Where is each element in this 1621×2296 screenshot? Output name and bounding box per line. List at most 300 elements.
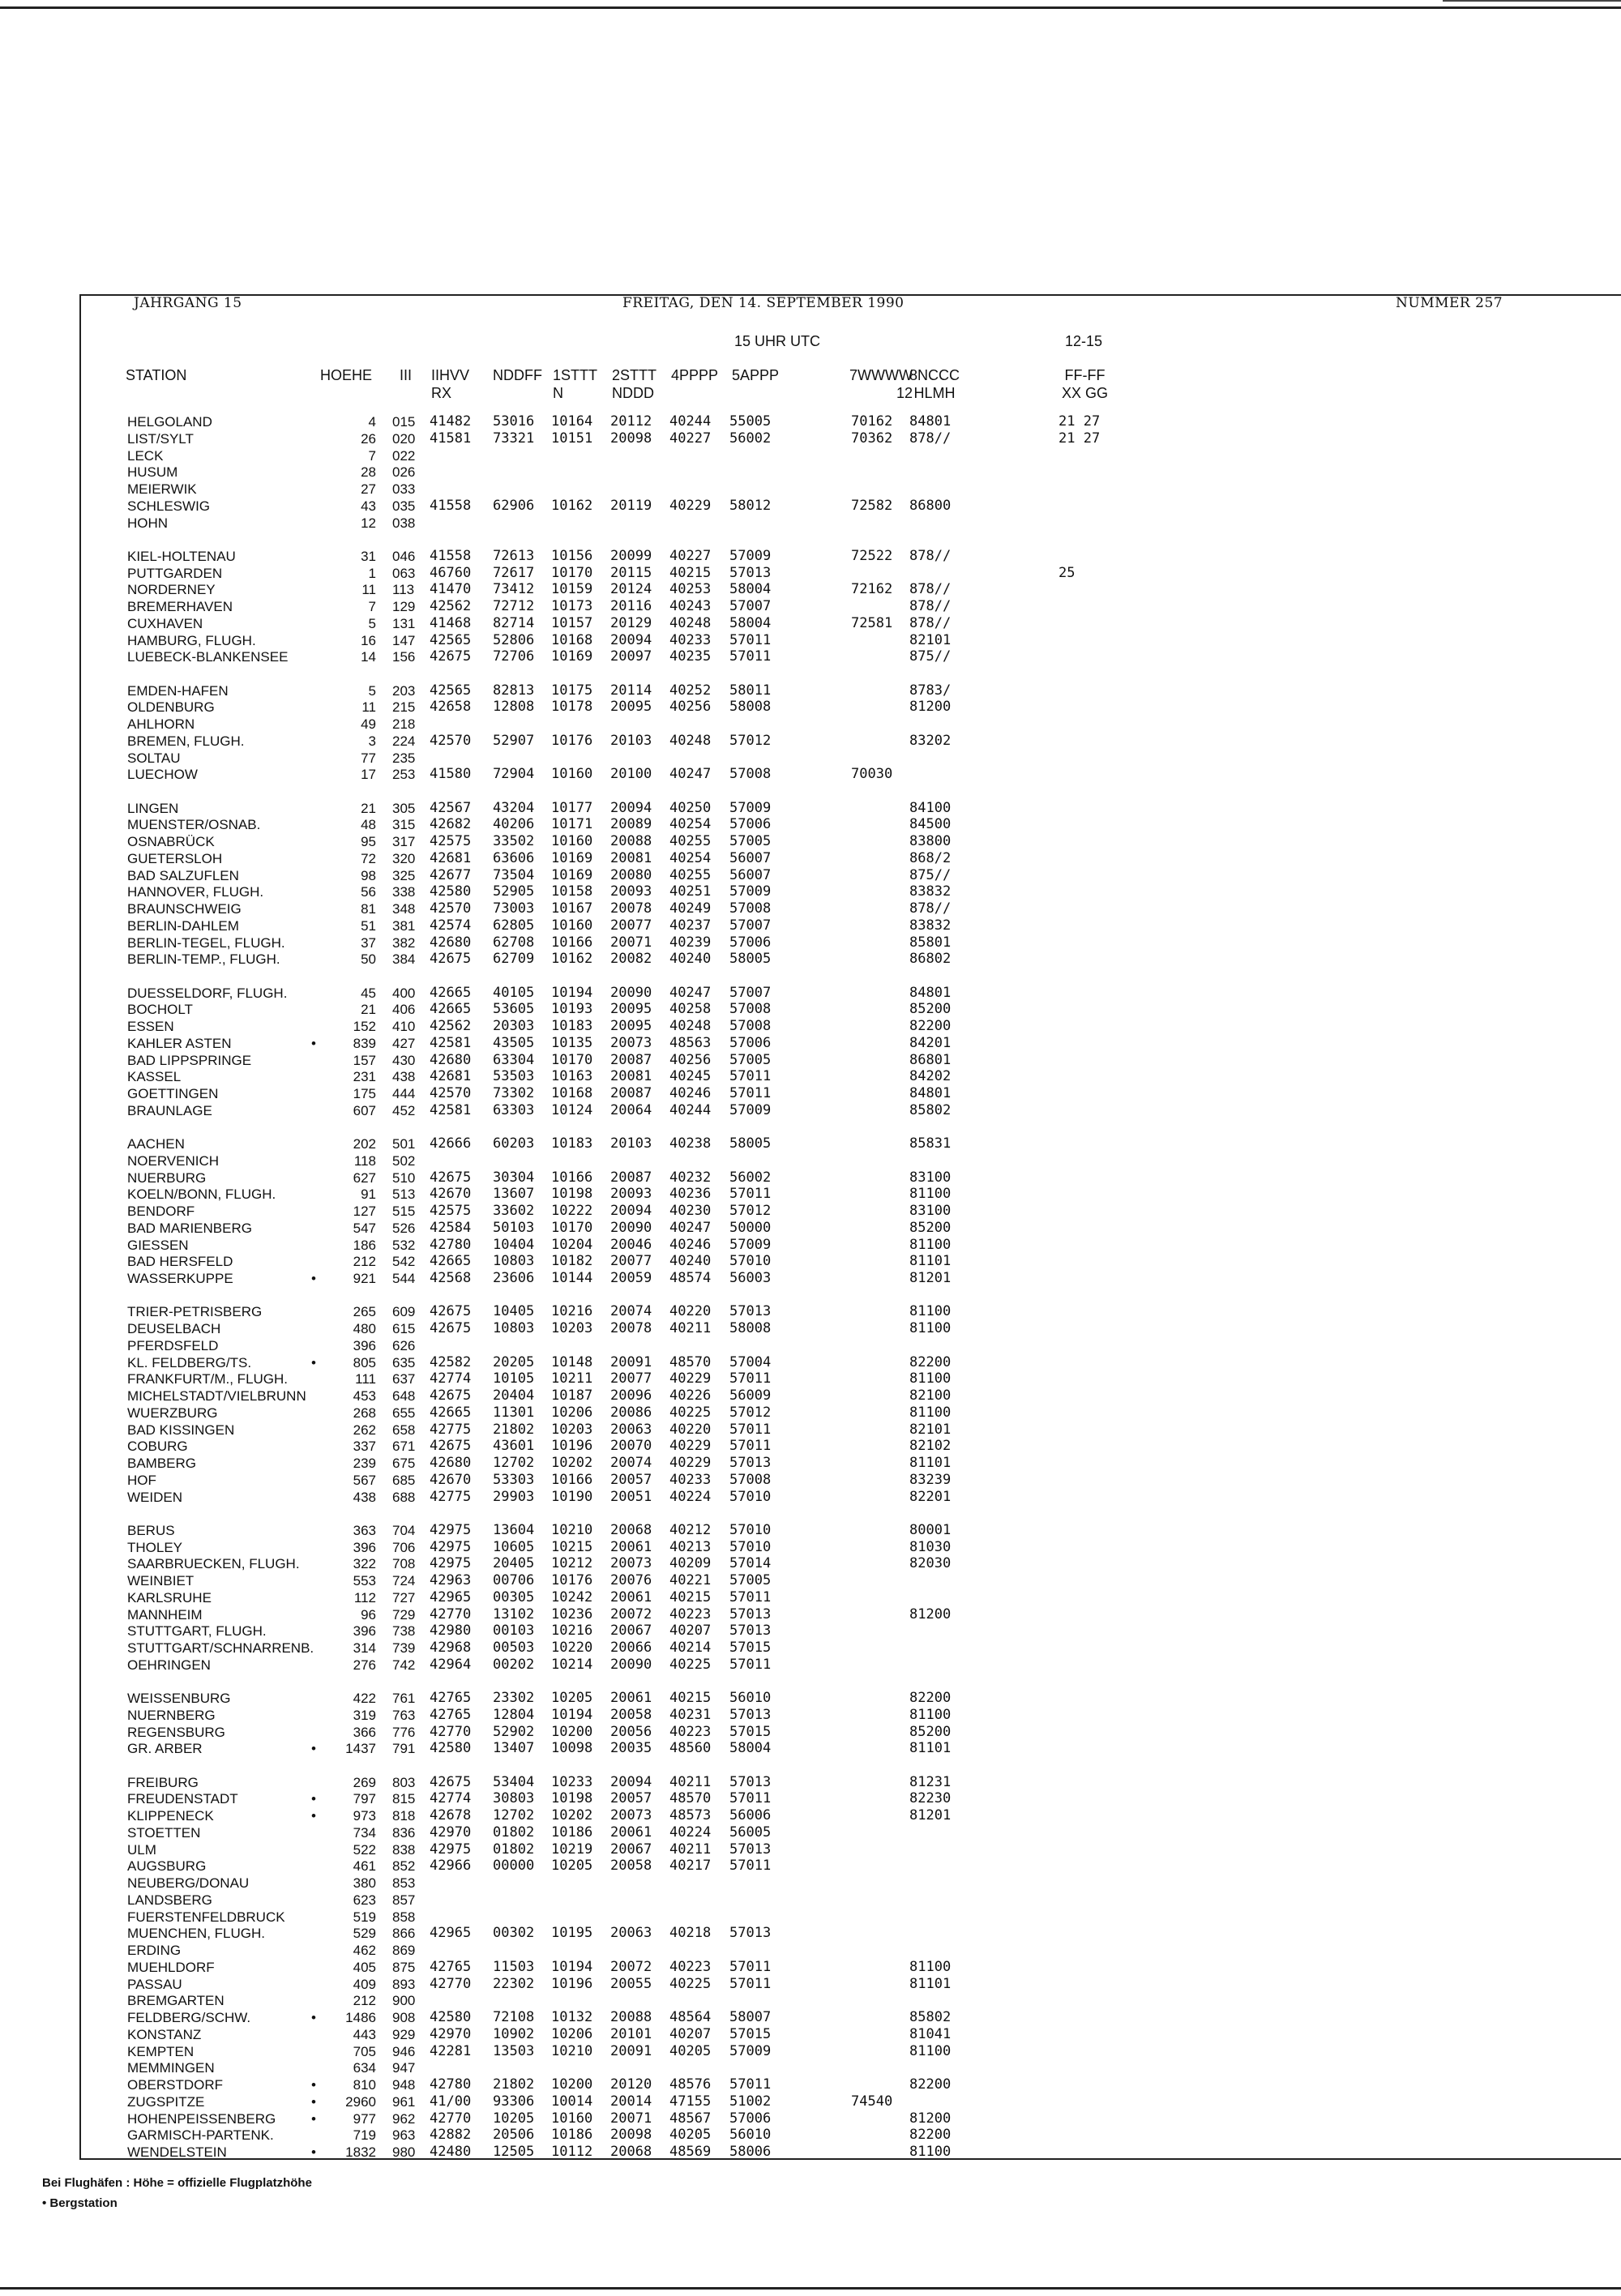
station-name: LUEBECK-BLANKENSEE bbox=[127, 649, 289, 665]
cloud-group: 875// bbox=[909, 866, 952, 883]
obs-group-4: 20087 bbox=[610, 1051, 652, 1068]
station-height: 12 bbox=[361, 515, 376, 531]
weather-group: 72582 bbox=[851, 497, 893, 514]
station-name: HOF bbox=[127, 1472, 156, 1488]
obs-group-3: 10162 bbox=[551, 497, 593, 514]
station-id: 382 bbox=[392, 934, 416, 951]
obs-group-3: 10190 bbox=[551, 1488, 593, 1505]
obs-group-6: 58004 bbox=[729, 581, 772, 598]
obs-group-6: 58005 bbox=[729, 1135, 772, 1152]
station-height: 31 bbox=[361, 548, 376, 564]
obs-group-3: 10242 bbox=[551, 1588, 593, 1605]
station-row bbox=[0, 716, 1621, 733]
obs-group-6: 57006 bbox=[729, 816, 772, 833]
station-id: 381 bbox=[392, 917, 416, 934]
obs-group-1: 42677 bbox=[430, 866, 472, 883]
footnote-mountain: • Bergstation bbox=[42, 2196, 118, 2210]
obs-group-6: 57007 bbox=[729, 984, 772, 1001]
obs-group-5: 48563 bbox=[669, 1034, 712, 1051]
cloud-group: 878// bbox=[909, 614, 952, 631]
mountain-marker: • bbox=[311, 1791, 316, 1807]
obs-group-2: 43204 bbox=[493, 799, 535, 816]
station-row bbox=[0, 1001, 1621, 1018]
obs-group-5: 40244 bbox=[669, 413, 712, 430]
station-row bbox=[0, 985, 1621, 1002]
station-name: BAD SALZUFLEN bbox=[127, 867, 239, 883]
station-id: 515 bbox=[392, 1204, 416, 1219]
station-height: 409 bbox=[353, 1976, 376, 1992]
obs-group-4: 20081 bbox=[610, 1068, 652, 1085]
obs-group-4: 20129 bbox=[610, 614, 652, 631]
obs-group-5: 40255 bbox=[669, 866, 712, 883]
obs-group-5: 40235 bbox=[669, 648, 712, 665]
obs-group-2: 52806 bbox=[493, 631, 535, 648]
obs-group-4: 20077 bbox=[610, 917, 652, 934]
station-id: 510 bbox=[392, 1169, 416, 1186]
obs-group-1: 42680 bbox=[430, 934, 472, 951]
obs-group-5: 48570 bbox=[669, 1790, 712, 1807]
station-name: WASSERKUPPE bbox=[127, 1271, 233, 1286]
station-name: BOCHOLT bbox=[127, 1002, 193, 1018]
obs-group-5: 40223 bbox=[669, 1605, 712, 1623]
obs-group-2: 20205 bbox=[493, 1353, 535, 1370]
obs-group-4: 20061 bbox=[610, 1690, 652, 1706]
station-row bbox=[0, 900, 1621, 917]
obs-group-1: 42780 bbox=[430, 1236, 472, 1253]
obs-group-6: 57005 bbox=[729, 1051, 772, 1068]
station-name: MANNHEIM bbox=[127, 1606, 203, 1623]
station-height: 212 bbox=[353, 1254, 376, 1270]
station-id: 253 bbox=[392, 767, 416, 783]
obs-group-6: 57011 bbox=[729, 1186, 772, 1203]
station-name: BAD HERSFELD bbox=[127, 1254, 233, 1270]
obs-group-6: 57005 bbox=[729, 1572, 772, 1588]
obs-group-2: 72108 bbox=[493, 2009, 535, 2025]
obs-group-6: 57011 bbox=[729, 2076, 772, 2093]
station-name: STUTTGART/SCHNARRENB. bbox=[127, 1640, 314, 1656]
station-height: 43 bbox=[361, 498, 376, 514]
station-row bbox=[0, 1790, 1621, 1807]
obs-group-1: 42575 bbox=[430, 833, 472, 849]
obs-group-5: 48574 bbox=[669, 1270, 712, 1286]
cloud-group: 81030 bbox=[909, 1538, 952, 1555]
mountain-marker: • bbox=[311, 1354, 316, 1370]
station-id: 658 bbox=[392, 1422, 416, 1438]
obs-group-3: 10183 bbox=[551, 1135, 593, 1152]
station-name: LIST/SYLT bbox=[127, 430, 194, 447]
station-name: HAMBURG, FLUGH. bbox=[127, 632, 256, 648]
obs-group-4: 20089 bbox=[610, 816, 652, 833]
top-rule bbox=[0, 6, 1621, 9]
obs-group-3: 10216 bbox=[551, 1303, 593, 1320]
obs-group-5: 40244 bbox=[669, 1101, 712, 1118]
cloud-group: 82030 bbox=[909, 1555, 952, 1572]
station-row bbox=[0, 1052, 1621, 1069]
station-id: 615 bbox=[392, 1321, 416, 1336]
obs-group-5: 40240 bbox=[669, 1253, 712, 1270]
obs-group-5: 48573 bbox=[669, 1807, 712, 1824]
station-height: 438 bbox=[353, 1489, 376, 1505]
obs-group-1: 42675 bbox=[430, 1438, 472, 1455]
obs-group-4: 20096 bbox=[610, 1387, 652, 1404]
station-name: MUENCHEN, FLUGH. bbox=[127, 1926, 266, 1942]
cloud-group: 81200 bbox=[909, 1605, 952, 1623]
obs-group-4: 20078 bbox=[610, 900, 652, 917]
obs-group-4: 20014 bbox=[610, 2093, 652, 2110]
station-name: BRAUNLAGE bbox=[127, 1102, 212, 1118]
obs-group-3: 10144 bbox=[551, 1270, 593, 1286]
station-row bbox=[0, 1707, 1621, 1724]
obs-group-5: 40207 bbox=[669, 1623, 712, 1640]
obs-group-3: 10177 bbox=[551, 799, 593, 816]
obs-group-2: 53605 bbox=[493, 1001, 535, 1018]
obs-group-4: 20094 bbox=[610, 631, 652, 648]
obs-group-6: 56002 bbox=[729, 1169, 772, 1186]
station-row bbox=[0, 816, 1621, 833]
station-row bbox=[0, 1186, 1621, 1203]
station-id: 908 bbox=[392, 2010, 416, 2025]
cloud-group: 81100 bbox=[909, 1958, 952, 1975]
col-4: 2STTT NDDD bbox=[612, 367, 657, 401]
obs-group-2: 00202 bbox=[493, 1656, 535, 1673]
station-name: GARMISCH-PARTENK. bbox=[127, 2127, 274, 2144]
cloud-group: 84801 bbox=[909, 984, 952, 1001]
cloud-group: 85831 bbox=[909, 1135, 952, 1152]
obs-group-3: 10158 bbox=[551, 883, 593, 900]
station-row bbox=[0, 1690, 1621, 1707]
obs-group-1: 42568 bbox=[430, 1270, 472, 1286]
gust-group: 25 bbox=[1059, 564, 1076, 581]
station-height: 380 bbox=[353, 1875, 376, 1891]
obs-group-4: 20064 bbox=[610, 1101, 652, 1118]
station-row bbox=[0, 1875, 1621, 1892]
station-id: 215 bbox=[392, 699, 416, 716]
station-height: 26 bbox=[361, 430, 376, 447]
obs-group-3: 10162 bbox=[551, 951, 593, 968]
station-name: PFERDSFELD bbox=[127, 1337, 219, 1353]
station-id: 637 bbox=[392, 1371, 416, 1387]
obs-group-6: 57008 bbox=[729, 766, 772, 783]
obs-group-4: 20094 bbox=[610, 799, 652, 816]
station-row bbox=[0, 917, 1621, 934]
obs-group-4: 20103 bbox=[610, 732, 652, 749]
cloud-group: 81101 bbox=[909, 1975, 952, 1992]
obs-group-3: 10169 bbox=[551, 849, 593, 866]
cloud-group: 81100 bbox=[909, 1303, 952, 1320]
station-height: 265 bbox=[353, 1304, 376, 1320]
station-name: AHLHORN bbox=[127, 716, 195, 732]
mountain-marker: • bbox=[311, 1271, 316, 1286]
obs-group-3: 10169 bbox=[551, 648, 593, 665]
station-height: 705 bbox=[353, 2043, 376, 2059]
obs-group-2: 12702 bbox=[493, 1807, 535, 1824]
obs-group-1: 42965 bbox=[430, 1588, 472, 1605]
station-height: 547 bbox=[353, 1220, 376, 1236]
obs-group-2: 62906 bbox=[493, 497, 535, 514]
obs-group-1: 42562 bbox=[430, 1018, 472, 1034]
obs-group-2: 13604 bbox=[493, 1521, 535, 1538]
obs-group-3: 10157 bbox=[551, 614, 593, 631]
obs-group-1: 42775 bbox=[430, 1488, 472, 1505]
obs-group-1: 42675 bbox=[430, 1387, 472, 1404]
obs-group-3: 10219 bbox=[551, 1841, 593, 1858]
station-row bbox=[0, 1522, 1621, 1539]
cloud-group: 81100 bbox=[909, 1404, 952, 1421]
obs-group-4: 20099 bbox=[610, 547, 652, 564]
station-row bbox=[0, 1152, 1621, 1169]
station-row bbox=[0, 1068, 1621, 1085]
cloud-group: 85802 bbox=[909, 2009, 952, 2025]
obs-group-6: 57009 bbox=[729, 883, 772, 900]
station-id: 963 bbox=[392, 2127, 416, 2144]
obs-group-2: 10405 bbox=[493, 1303, 535, 1320]
obs-group-3: 10212 bbox=[551, 1555, 593, 1572]
station-name: ULM bbox=[127, 1841, 156, 1858]
obs-group-5: 48567 bbox=[669, 2110, 712, 2127]
obs-group-2: 10605 bbox=[493, 1538, 535, 1555]
obs-group-3: 10168 bbox=[551, 1085, 593, 1101]
cloud-group: 84801 bbox=[909, 413, 952, 430]
obs-group-2: 23302 bbox=[493, 1690, 535, 1706]
station-name: MEMMINGEN bbox=[127, 2060, 215, 2076]
station-name: HOHN bbox=[127, 515, 169, 531]
station-row bbox=[0, 1942, 1621, 1959]
station-row bbox=[0, 1337, 1621, 1354]
cloud-group: 81041 bbox=[909, 2025, 952, 2042]
station-id: 022 bbox=[392, 447, 416, 464]
station-height: 81 bbox=[361, 901, 376, 917]
obs-group-5: 40220 bbox=[669, 1421, 712, 1438]
col-6: 5APPP bbox=[732, 367, 780, 383]
obs-group-6: 57008 bbox=[729, 1018, 772, 1034]
obs-group-1: 42682 bbox=[430, 816, 472, 833]
station-row bbox=[0, 2043, 1621, 2060]
obs-group-3: 10175 bbox=[551, 682, 593, 699]
station-id: 875 bbox=[392, 1959, 416, 1975]
obs-group-5: 40236 bbox=[669, 1186, 712, 1203]
cloud-group: 84201 bbox=[909, 1034, 952, 1051]
obs-group-5: 40233 bbox=[669, 1471, 712, 1488]
obs-group-5: 40230 bbox=[669, 1203, 712, 1219]
station-row bbox=[0, 1135, 1621, 1152]
station-row bbox=[0, 515, 1621, 532]
obs-group-5: 48560 bbox=[669, 1740, 712, 1757]
station-row bbox=[0, 1169, 1621, 1186]
obs-group-1: 42580 bbox=[430, 883, 472, 900]
station-row bbox=[0, 615, 1621, 632]
obs-group-3: 10211 bbox=[551, 1370, 593, 1387]
obs-group-4: 20087 bbox=[610, 1085, 652, 1101]
station-height: 112 bbox=[353, 1589, 376, 1605]
station-row bbox=[0, 548, 1621, 565]
cloud-group: 83100 bbox=[909, 1169, 952, 1186]
station-height: 268 bbox=[353, 1405, 376, 1421]
station-name: COBURG bbox=[127, 1439, 188, 1455]
obs-group-4: 20120 bbox=[610, 2076, 652, 2093]
obs-group-6: 57014 bbox=[729, 1555, 772, 1572]
cloud-group: 81200 bbox=[909, 699, 952, 716]
station-name: FRANKFURT/M., FLUGH. bbox=[127, 1371, 289, 1387]
obs-group-2: 72712 bbox=[493, 598, 535, 614]
station-height: 1 bbox=[368, 565, 376, 581]
cloud-group: 81100 bbox=[909, 2042, 952, 2059]
obs-group-2: 11503 bbox=[493, 1958, 535, 1975]
obs-group-1: 42665 bbox=[430, 1253, 472, 1270]
station-name: NUERBURG bbox=[127, 1169, 207, 1186]
obs-group-5: 40254 bbox=[669, 816, 712, 833]
station-name: OBERSTDORF bbox=[127, 2077, 224, 2093]
obs-group-5: 40212 bbox=[669, 1521, 712, 1538]
station-height: 2960 bbox=[345, 2093, 376, 2110]
obs-group-3: 10196 bbox=[551, 1975, 593, 1992]
obs-group-5: 40224 bbox=[669, 1824, 712, 1841]
cloud-group: 84202 bbox=[909, 1068, 952, 1085]
obs-group-6: 57009 bbox=[729, 1101, 772, 1118]
station-name: BRAUNSCHWEIG bbox=[127, 901, 242, 917]
station-height: 27 bbox=[361, 481, 376, 497]
station-id: 427 bbox=[392, 1035, 416, 1051]
station-height: 567 bbox=[353, 1472, 376, 1488]
station-id: 675 bbox=[392, 1456, 416, 1471]
station-row bbox=[0, 1724, 1621, 1741]
obs-group-6: 56007 bbox=[729, 866, 772, 883]
cloud-group: 86802 bbox=[909, 951, 952, 968]
station-row bbox=[0, 1455, 1621, 1472]
obs-group-2: 72706 bbox=[493, 648, 535, 665]
station-height: 319 bbox=[353, 1707, 376, 1723]
obs-group-5: 40213 bbox=[669, 1538, 712, 1555]
station-name: BREMGARTEN bbox=[127, 1993, 225, 2009]
weather-group: 72581 bbox=[851, 614, 893, 631]
obs-group-1: 42970 bbox=[430, 2025, 472, 2042]
obs-group-6: 57010 bbox=[729, 1538, 772, 1555]
obs-group-5: 40247 bbox=[669, 984, 712, 1001]
obs-group-1: 42765 bbox=[430, 1706, 472, 1723]
station-name: OSNABRÜCK bbox=[127, 834, 215, 849]
obs-group-4: 20068 bbox=[610, 1521, 652, 1538]
obs-group-3: 10171 bbox=[551, 816, 593, 833]
obs-group-4: 20112 bbox=[610, 413, 652, 430]
obs-group-4: 20074 bbox=[610, 1455, 652, 1471]
obs-group-2: 11301 bbox=[493, 1404, 535, 1421]
station-name: HUSUM bbox=[127, 464, 178, 481]
station-name: ZUGSPITZE bbox=[127, 2093, 205, 2110]
station-id: 317 bbox=[392, 834, 416, 849]
obs-group-4: 20119 bbox=[610, 497, 652, 514]
obs-group-6: 57009 bbox=[729, 547, 772, 564]
obs-group-1: 42975 bbox=[430, 1555, 472, 1572]
obs-group-1: 41/00 bbox=[430, 2093, 472, 2110]
station-id: 113 bbox=[392, 582, 415, 598]
obs-group-6: 57011 bbox=[729, 1085, 772, 1101]
obs-group-6: 58004 bbox=[729, 614, 772, 631]
obs-group-4: 20061 bbox=[610, 1538, 652, 1555]
station-id: 739 bbox=[392, 1640, 416, 1656]
station-id: 406 bbox=[392, 1002, 416, 1018]
station-height: 363 bbox=[353, 1522, 376, 1538]
station-name: BAD MARIENBERG bbox=[127, 1220, 252, 1236]
obs-group-4: 20088 bbox=[610, 2009, 652, 2025]
station-id: 129 bbox=[392, 599, 416, 614]
obs-group-5: 40207 bbox=[669, 2025, 712, 2042]
cloud-group: 84100 bbox=[909, 799, 952, 816]
cloud-group: 80001 bbox=[909, 1521, 952, 1538]
station-name: WEISSENBURG bbox=[127, 1691, 231, 1706]
obs-group-2: 53016 bbox=[493, 413, 535, 430]
station-height: 11 bbox=[361, 699, 376, 716]
obs-group-1: 41558 bbox=[430, 497, 472, 514]
obs-group-3: 10098 bbox=[551, 1740, 593, 1757]
obs-group-2: 29903 bbox=[493, 1488, 535, 1505]
obs-group-6: 55005 bbox=[729, 413, 772, 430]
obs-group-6: 56005 bbox=[729, 1824, 772, 1841]
cloud-group: 83100 bbox=[909, 1203, 952, 1219]
obs-group-2: 40206 bbox=[493, 816, 535, 833]
obs-group-2: 00706 bbox=[493, 1572, 535, 1588]
station-height: 461 bbox=[353, 1858, 376, 1875]
station-height: 21 bbox=[361, 1002, 376, 1018]
obs-group-1: 42281 bbox=[430, 2042, 472, 2059]
station-id: 609 bbox=[392, 1304, 416, 1320]
obs-group-4: 20068 bbox=[610, 2144, 652, 2160]
station-height: 973 bbox=[353, 1808, 376, 1824]
volume-label: JAHRGANG 15 bbox=[134, 295, 242, 311]
obs-group-3: 10160 bbox=[551, 833, 593, 849]
obs-group-2: 22302 bbox=[493, 1975, 535, 1992]
obs-group-5: 40246 bbox=[669, 1085, 712, 1101]
station-id: 348 bbox=[392, 901, 416, 917]
obs-group-6: 57010 bbox=[729, 1253, 772, 1270]
obs-group-4: 20072 bbox=[610, 1605, 652, 1623]
obs-group-1: 42680 bbox=[430, 1051, 472, 1068]
obs-group-6: 57013 bbox=[729, 1925, 772, 1942]
obs-group-5: 40251 bbox=[669, 883, 712, 900]
station-id: 320 bbox=[392, 850, 416, 866]
station-height: 5 bbox=[368, 682, 376, 699]
obs-group-1: 42580 bbox=[430, 1740, 472, 1757]
station-row bbox=[0, 1807, 1621, 1824]
obs-group-5: 48564 bbox=[669, 2009, 712, 2025]
cloud-group: 85200 bbox=[909, 1219, 952, 1236]
station-id: 648 bbox=[392, 1388, 416, 1404]
station-id: 761 bbox=[392, 1691, 416, 1706]
station-height: 529 bbox=[353, 1926, 376, 1942]
obs-group-4: 20057 bbox=[610, 1471, 652, 1488]
station-row bbox=[0, 565, 1621, 582]
obs-group-3: 10220 bbox=[551, 1640, 593, 1656]
obs-group-5: 40209 bbox=[669, 1555, 712, 1572]
station-id: 384 bbox=[392, 951, 416, 968]
obs-group-1: 42581 bbox=[430, 1101, 472, 1118]
station-name: MUEHLDORF bbox=[127, 1959, 215, 1975]
obs-group-3: 10148 bbox=[551, 1353, 593, 1370]
obs-group-3: 10170 bbox=[551, 1051, 593, 1068]
station-id: 026 bbox=[392, 464, 416, 481]
station-height: 396 bbox=[353, 1539, 376, 1555]
obs-group-2: 62708 bbox=[493, 934, 535, 951]
obs-group-6: 57011 bbox=[729, 1656, 772, 1673]
obs-group-6: 57011 bbox=[729, 631, 772, 648]
obs-group-3: 10169 bbox=[551, 866, 593, 883]
obs-group-2: 50103 bbox=[493, 1219, 535, 1236]
station-height: 212 bbox=[353, 1993, 376, 2009]
obs-group-3: 10194 bbox=[551, 1706, 593, 1723]
station-row bbox=[0, 2110, 1621, 2127]
obs-group-4: 20098 bbox=[610, 2127, 652, 2144]
obs-group-5: 40211 bbox=[669, 1320, 712, 1336]
station-name: SOLTAU bbox=[127, 750, 181, 766]
bottom-rule bbox=[0, 2287, 1621, 2290]
